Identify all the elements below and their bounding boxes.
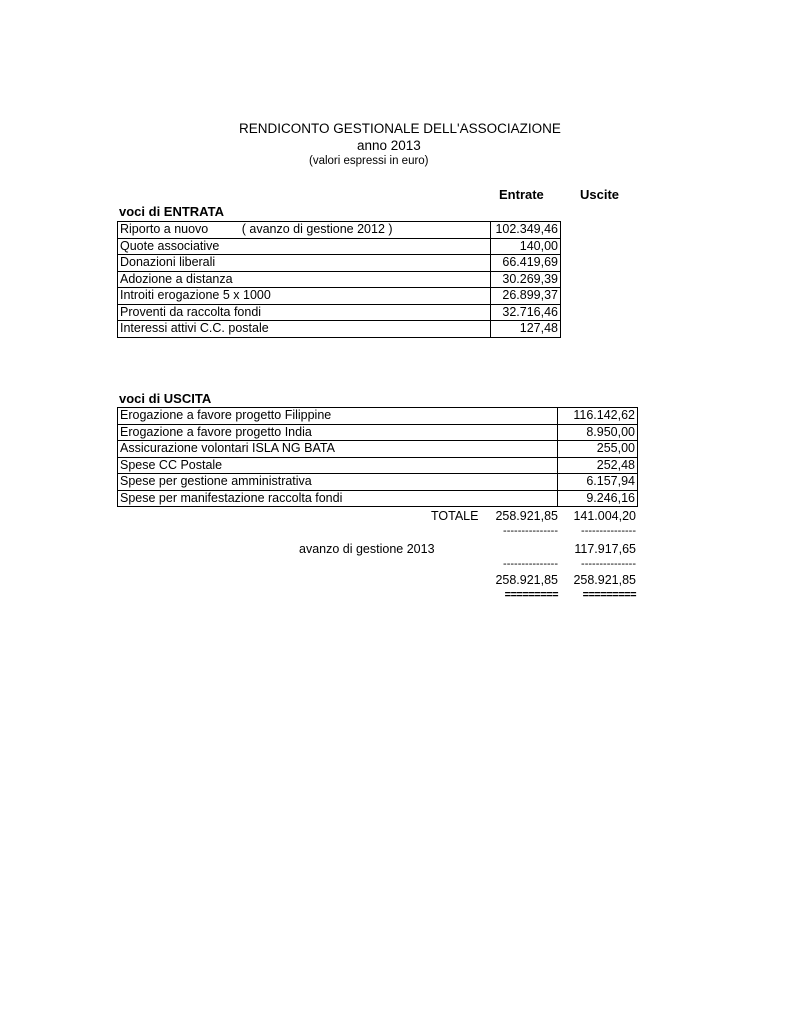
row-value: 9.246,16 (558, 490, 638, 507)
table-row (118, 255, 561, 272)
separator-dashes-entrate: --------------- (503, 525, 558, 537)
entrata-label-cell (118, 222, 491, 239)
avanzo-label: avanzo di gestione 2013 (299, 542, 435, 556)
double-rule-uscite: ========= (582, 589, 636, 601)
row-label: Riporto a nuovo (120, 222, 209, 237)
row-extra-note: ( avanzo di gestione 2012 ) (241, 222, 393, 237)
uscita-heading: voci di USCITA (119, 391, 212, 406)
separator-dashes-uscite-2: --------------- (581, 558, 636, 570)
table-row (118, 490, 638, 507)
row-label: Interessi attivi C.C. postale (118, 321, 491, 338)
table-row (118, 457, 638, 474)
row-value: 26.899,37 (491, 288, 561, 305)
table-row (118, 321, 561, 338)
total-label: TOTALE (431, 509, 479, 523)
avanzo-value: 117.917,65 (574, 542, 636, 556)
row-label: Adozione a distanza (118, 271, 491, 288)
row-label: Spese per manifestazione raccolta fondi (118, 490, 558, 507)
document-title: RENDICONTO GESTIONALE DELL'ASSOCIAZIONE (239, 121, 561, 136)
table-row (118, 408, 638, 425)
total-entrate: 258.921,85 (495, 509, 558, 523)
row-label: Introiti erogazione 5 x 1000 (118, 288, 491, 305)
double-rule-entrate: ========= (504, 589, 558, 601)
year-line: anno 2013 (357, 138, 421, 153)
row-label: Spese CC Postale (118, 457, 558, 474)
separator-dashes-uscite: --------------- (581, 525, 636, 537)
row-label: Quote associative (118, 238, 491, 255)
table-row (118, 222, 561, 239)
row-value: 102.349,46 (491, 222, 561, 239)
row-value: 8.950,00 (558, 424, 638, 441)
table-row (118, 474, 638, 491)
column-header-entrate: Entrate (499, 187, 544, 202)
row-value: 30.269,39 (491, 271, 561, 288)
final-total-entrate: 258.921,85 (495, 573, 558, 587)
entrata-table (117, 221, 561, 338)
currency-note: (valori espressi in euro) (309, 155, 429, 167)
row-label: Erogazione a favore progetto India (118, 424, 558, 441)
row-value: 66.419,69 (491, 255, 561, 272)
table-row (118, 238, 561, 255)
row-label: Assicurazione volontari ISLA NG BATA (118, 441, 558, 458)
total-uscite: 141.004,20 (573, 509, 636, 523)
entrata-heading: voci di ENTRATA (119, 204, 224, 219)
final-total-uscite: 258.921,85 (573, 573, 636, 587)
row-label: Erogazione a favore progetto Filippine (118, 408, 558, 425)
column-header-uscite: Uscite (580, 187, 620, 202)
table-row (118, 424, 638, 441)
uscita-table (117, 407, 638, 507)
row-value: 116.142,62 (558, 408, 638, 425)
table-row (118, 304, 561, 321)
table-row (118, 271, 561, 288)
row-value: 6.157,94 (558, 474, 638, 491)
table-row (118, 288, 561, 305)
row-value: 32.716,46 (491, 304, 561, 321)
separator-dashes-entrate-2: --------------- (503, 558, 558, 570)
row-value: 252,48 (558, 457, 638, 474)
row-value: 140,00 (491, 238, 561, 255)
row-label: Proventi da raccolta fondi (118, 304, 491, 321)
table-row (118, 441, 638, 458)
row-value: 127,48 (491, 321, 561, 338)
row-value: 255,00 (558, 441, 638, 458)
row-label: Donazioni liberali (118, 255, 491, 272)
row-label: Spese per gestione amministrativa (118, 474, 558, 491)
